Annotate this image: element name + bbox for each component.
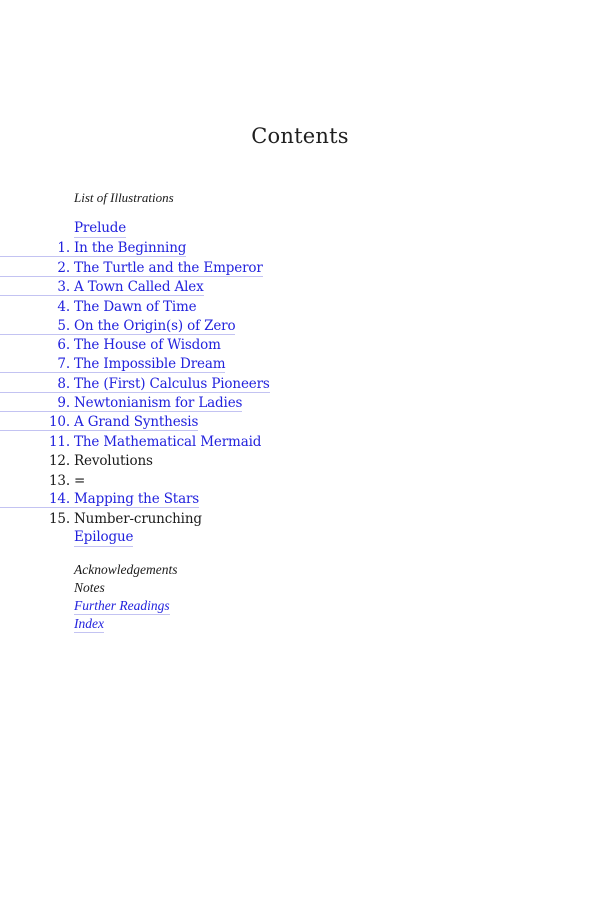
- toc-entry-chapter-12: [0, 452, 600, 471]
- chapter-number: 14.: [48, 491, 70, 508]
- notes-label: Notes: [74, 580, 105, 596]
- chapter-number: 1.: [57, 240, 70, 257]
- index-entry: [74, 616, 177, 634]
- chapter-title: A Town Called Alex: [74, 279, 204, 296]
- further-readings-link[interactable]: Further Readings: [74, 597, 170, 613]
- chapter-number: 6.: [57, 337, 70, 354]
- toc-entry-chapter-10: [0, 413, 600, 432]
- chapter-title: =: [74, 472, 86, 489]
- chapter-title: In the Beginning: [74, 240, 187, 257]
- toc-entry-prelude: [0, 220, 600, 239]
- chapter-2-link[interactable]: [0, 260, 263, 277]
- chapter-number: 10.: [48, 414, 70, 431]
- list-of-illustrations: List of Illustrations: [74, 190, 174, 205]
- toc-entry-chapter-3: [0, 278, 600, 297]
- chapter-5-link[interactable]: [0, 318, 235, 335]
- chapter-number: 8.: [57, 375, 70, 392]
- chapter-title: The Impossible Dream: [74, 356, 226, 373]
- notes-entry: [74, 579, 177, 597]
- chapter-3-link[interactable]: [0, 279, 204, 296]
- prelude-link[interactable]: Prelude: [74, 220, 127, 237]
- chapter-title: A Grand Synthesis: [74, 414, 199, 431]
- chapter-title: Revolutions: [74, 453, 153, 470]
- chapter-number: 9.: [57, 394, 70, 411]
- chapter-number: 2.: [57, 259, 70, 276]
- table-of-contents: [0, 220, 600, 548]
- chapter-number: 4.: [57, 298, 70, 315]
- toc-entry-chapter-4: [0, 297, 600, 316]
- toc-entry-chapter-6: [0, 336, 600, 355]
- chapter-number: 7.: [57, 356, 70, 373]
- toc-entry-chapter-7: [0, 355, 600, 374]
- toc-entry-epilogue: [0, 529, 600, 548]
- chapter-6-link[interactable]: [0, 337, 221, 353]
- chapter-title: The Dawn of Time: [74, 298, 197, 315]
- toc-entry-chapter-15: [0, 509, 600, 528]
- chapter-4-link[interactable]: [0, 299, 197, 315]
- chapter-title: The Turtle and the Emperor: [74, 259, 263, 276]
- toc-entry-chapter-8: [0, 374, 600, 393]
- acknowledgements-label: Acknowledgements: [74, 562, 178, 578]
- chapter-number: 15.: [48, 511, 70, 528]
- chapter-number: 11.: [48, 433, 70, 450]
- chapter-title: Mapping the Stars: [74, 491, 200, 508]
- chapter-number: 3.: [57, 279, 70, 296]
- toc-entry-chapter-5: [0, 316, 600, 335]
- chapter-title: The Mathematical Mermaid: [74, 433, 262, 450]
- toc-entry-chapter-1: [0, 239, 600, 258]
- chapter-title: On the Origin(s) of Zero: [74, 317, 236, 334]
- chapter-number: 5.: [57, 317, 70, 334]
- chapter-number: 13.: [48, 472, 70, 489]
- epilogue-link[interactable]: Epilogue: [74, 529, 134, 546]
- toc-entry-chapter-9: [0, 394, 600, 413]
- chapter-9-link[interactable]: [0, 395, 242, 412]
- page-title: Contents: [251, 124, 349, 148]
- back-matter: [74, 561, 177, 634]
- further-readings-entry: [74, 598, 177, 616]
- chapter-8-link[interactable]: [0, 376, 270, 393]
- toc-entry-chapter-14: [0, 490, 600, 509]
- chapter-title: Number-crunching: [74, 511, 202, 528]
- chapter-title: The House of Wisdom: [74, 337, 221, 354]
- acknowledgements-entry: [74, 561, 177, 579]
- chapter-10-link[interactable]: [0, 414, 198, 431]
- toc-entry-chapter-11: [0, 432, 600, 451]
- toc-entry-chapter-2: [0, 259, 600, 278]
- index-link[interactable]: Index: [74, 616, 104, 632]
- chapter-11-link[interactable]: [0, 434, 261, 450]
- chapter-14-link[interactable]: [0, 491, 199, 508]
- chapter-title: Newtonianism for Ladies: [74, 394, 243, 411]
- chapter-1-link[interactable]: [0, 240, 186, 257]
- chapter-number: 12.: [48, 453, 70, 470]
- chapter-title: The (First) Calculus Pioneers: [74, 375, 270, 392]
- chapter-7-link[interactable]: [0, 356, 225, 373]
- toc-entry-chapter-13: [0, 471, 600, 490]
